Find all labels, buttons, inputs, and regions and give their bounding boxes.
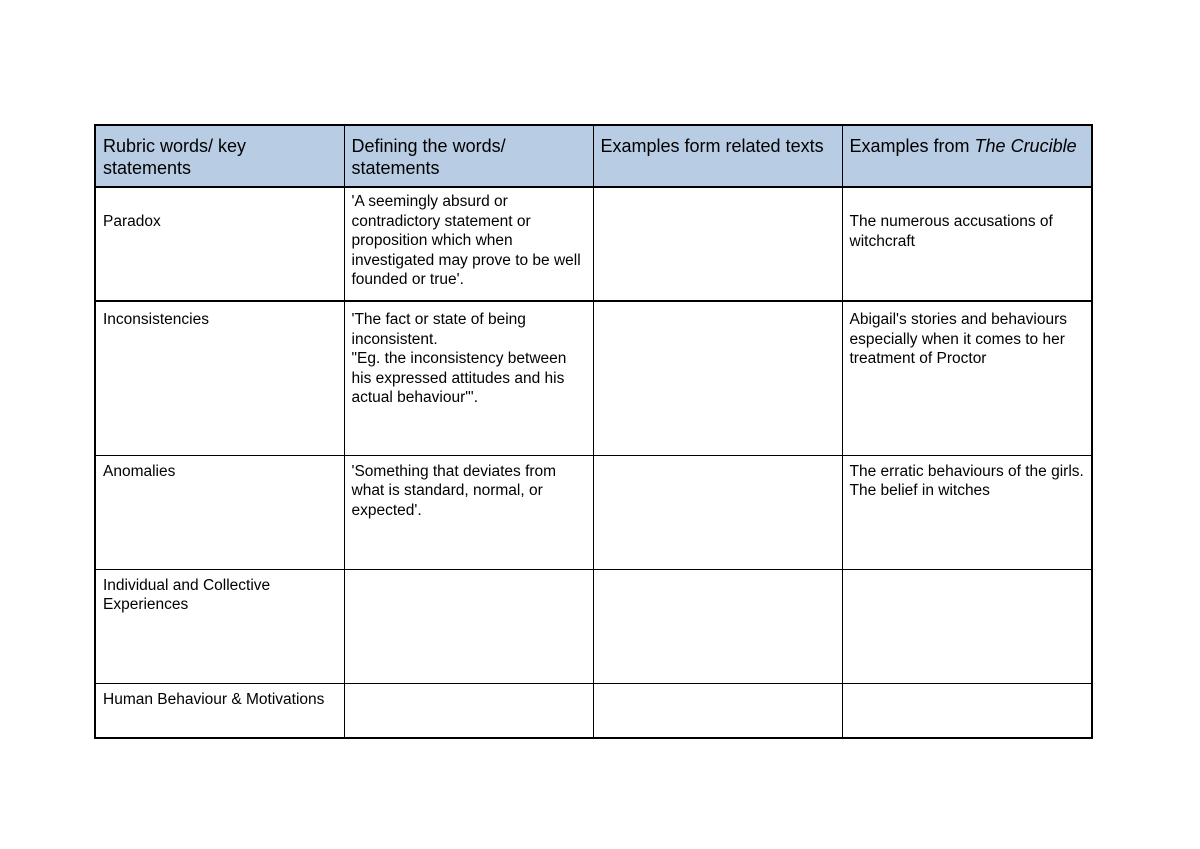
crucible-cell [842, 187, 1092, 301]
rubric-table [94, 124, 1093, 739]
term-cell: Inconsistencies [95, 301, 344, 455]
definition-cell [344, 683, 593, 738]
related-cell [593, 569, 842, 683]
crucible-cell [842, 569, 1092, 683]
crucible-cell [842, 455, 1092, 569]
term-cell: Individual and Collective Experiences [95, 569, 344, 683]
crucible-example: The erratic behaviours of the girls. [849, 462, 1084, 480]
definition-cell: 'A seemingly absurd or contradictory statement or proposition which when investigated may prove to be well founded or true'. [344, 187, 593, 301]
table-row [95, 569, 1092, 683]
related-cell [593, 683, 842, 738]
crucible-example: The belief in witches [849, 482, 990, 499]
table-row [95, 301, 1092, 455]
term-cell: Anomalies [95, 455, 344, 569]
definition-cell [344, 569, 593, 683]
crucible-example: Abigail's stories and behaviours especially when it comes to her treatment of Proctor [849, 311, 1067, 367]
table-row [95, 455, 1092, 569]
definition-line: "Eg. the inconsistency between his expressed attitudes and his actual behaviour"'. [351, 350, 567, 406]
header-crucible-title: The Crucible [974, 136, 1077, 156]
term-cell: Human Behaviour & Motivations [95, 683, 344, 738]
header-crucible-examples [842, 125, 1092, 187]
definition-cell [344, 301, 593, 455]
header-rubric-words: Rubric words/ key statements [95, 125, 344, 187]
definition-cell: 'Something that deviates from what is standard, normal, or expected'. [344, 455, 593, 569]
header-defining: Defining the words/ statements [344, 125, 593, 187]
header-crucible-prefix: Examples from [849, 136, 975, 156]
table-row [95, 187, 1092, 301]
related-cell [593, 187, 842, 301]
related-cell [593, 301, 842, 455]
crucible-cell [842, 301, 1092, 455]
header-related-texts: Examples form related texts [593, 125, 842, 187]
term-cell: Paradox [95, 187, 344, 301]
related-cell [593, 455, 842, 569]
crucible-example: The numerous accusations of witchcraft [849, 213, 1053, 250]
definition-line: 'The fact or state of being inconsistent. [351, 311, 526, 348]
table-header-row [95, 125, 1092, 187]
table-row [95, 683, 1092, 738]
crucible-cell [842, 683, 1092, 738]
